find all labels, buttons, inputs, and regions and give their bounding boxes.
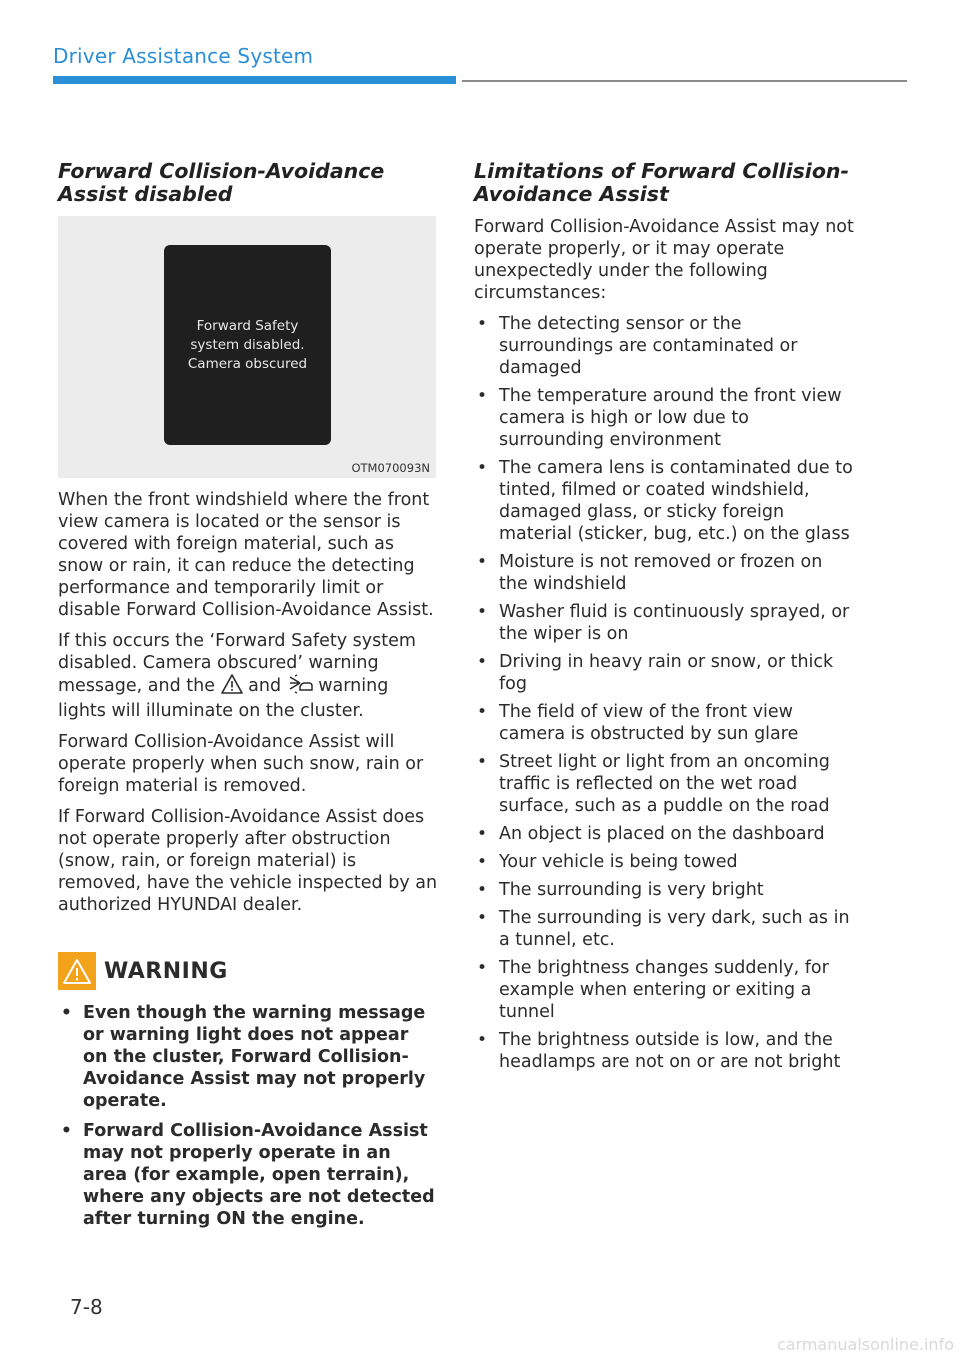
section-heading-limitations: Limitations of Forward Collision-Avoidance Assist (474, 159, 850, 206)
paragraph-2-part-b: and (248, 676, 282, 696)
page-header-title: Driver Assistance System (53, 44, 314, 68)
list-item: • Driving in heavy rain or snow, or thick fog (474, 651, 854, 695)
list-item: • The brightness changes suddenly, for example when entering or exiting a tunnel (474, 957, 854, 1023)
screen-line-1: Forward Safety (196, 317, 299, 334)
watermark: carmanualsonline.info (776, 1335, 954, 1354)
list-item: • Your vehicle is being towed (474, 851, 854, 873)
paragraph-2 (58, 630, 438, 722)
limitations-list (474, 313, 854, 1073)
warning-item: • Forward Collision-Avoidance Assist may not properly operate in an area (for example, open terrain), where any objects are not detected after turning ON the engine. (58, 1120, 438, 1230)
paragraph-2-part-a: If this occurs the ‘Forward Safety system disabled. Camera obscured’ warning message, and the (58, 631, 416, 696)
list-item: • The detecting sensor or the surroundings are contaminated or damaged (474, 313, 854, 379)
warning-icon (58, 952, 96, 990)
right-column (474, 160, 854, 1079)
warning-header (58, 952, 438, 990)
warning-item: • Even though the warning message or warning light does not appear on the cluster, Forward Collision-Avoidance Assist may not properly operate. (58, 1002, 438, 1112)
header-rule (462, 80, 907, 82)
list-item: • An object is placed on the dashboard (474, 823, 854, 845)
header-accent-bar (53, 76, 456, 84)
page-number: 7-8 (70, 1295, 103, 1319)
cluster-message-screen (164, 245, 331, 445)
paragraph-2-part-c: warning lights will illuminate on the cluster. (58, 676, 389, 721)
warning-label: WARNING (104, 958, 228, 984)
list-item: • The camera lens is contaminated due to tinted, filmed or coated windshield, damaged glass, or sticky foreign material (sticker, bug, etc.) on the glass (474, 457, 854, 545)
figure-code: OTM070093N (351, 461, 430, 475)
warning-list (58, 1002, 438, 1230)
section-heading-disabled: Forward Collision-Avoidance Assist disabled (58, 159, 385, 206)
list-item: • The brightness outside is low, and the headlamps are not on or are not bright (474, 1029, 854, 1073)
paragraph-1: When the front windshield where the front view camera is located or the sensor is covered with foreign material, such as snow or rain, it can reduce the detecting performance and temporarily limit or disable Forward Collision-Avoidance Assist. (58, 490, 434, 620)
left-column (58, 160, 438, 1238)
limitations-intro: Forward Collision-Avoidance Assist may not operate properly, or it may operate unexpectedly under the following circumstances: (474, 217, 854, 303)
list-item: • Street light or light from an oncoming traffic is reflected on the wet road surface, such as a puddle on the road (474, 751, 854, 817)
list-item: • The surrounding is very bright (474, 879, 854, 901)
paragraph-3: Forward Collision-Avoidance Assist will operate properly when such snow, rain or foreign material is removed. (58, 732, 424, 796)
list-item: • The field of view of the front view camera is obstructed by sun glare (474, 701, 854, 745)
list-item: • The temperature around the front view camera is high or low due to surrounding environment (474, 385, 854, 451)
list-item: • Washer fluid is continuously sprayed, or the wiper is on (474, 601, 854, 645)
list-item: • The surrounding is very dark, such as in a tunnel, etc. (474, 907, 854, 951)
warning-triangle-icon (221, 674, 243, 700)
screen-line-3: Camera obscured (187, 355, 308, 372)
list-item: • Moisture is not removed or frozen on the windshield (474, 551, 854, 595)
screen-line-2: system disabled. (190, 336, 305, 353)
forward-collision-warning-icon (287, 674, 313, 700)
cluster-figure (58, 216, 436, 478)
paragraph-4: If Forward Collision-Avoidance Assist does not operate properly after obstruction (snow, rain, or foreign material) is removed, have the vehicle inspected by an authorized HYUNDAI dealer. (58, 807, 438, 915)
